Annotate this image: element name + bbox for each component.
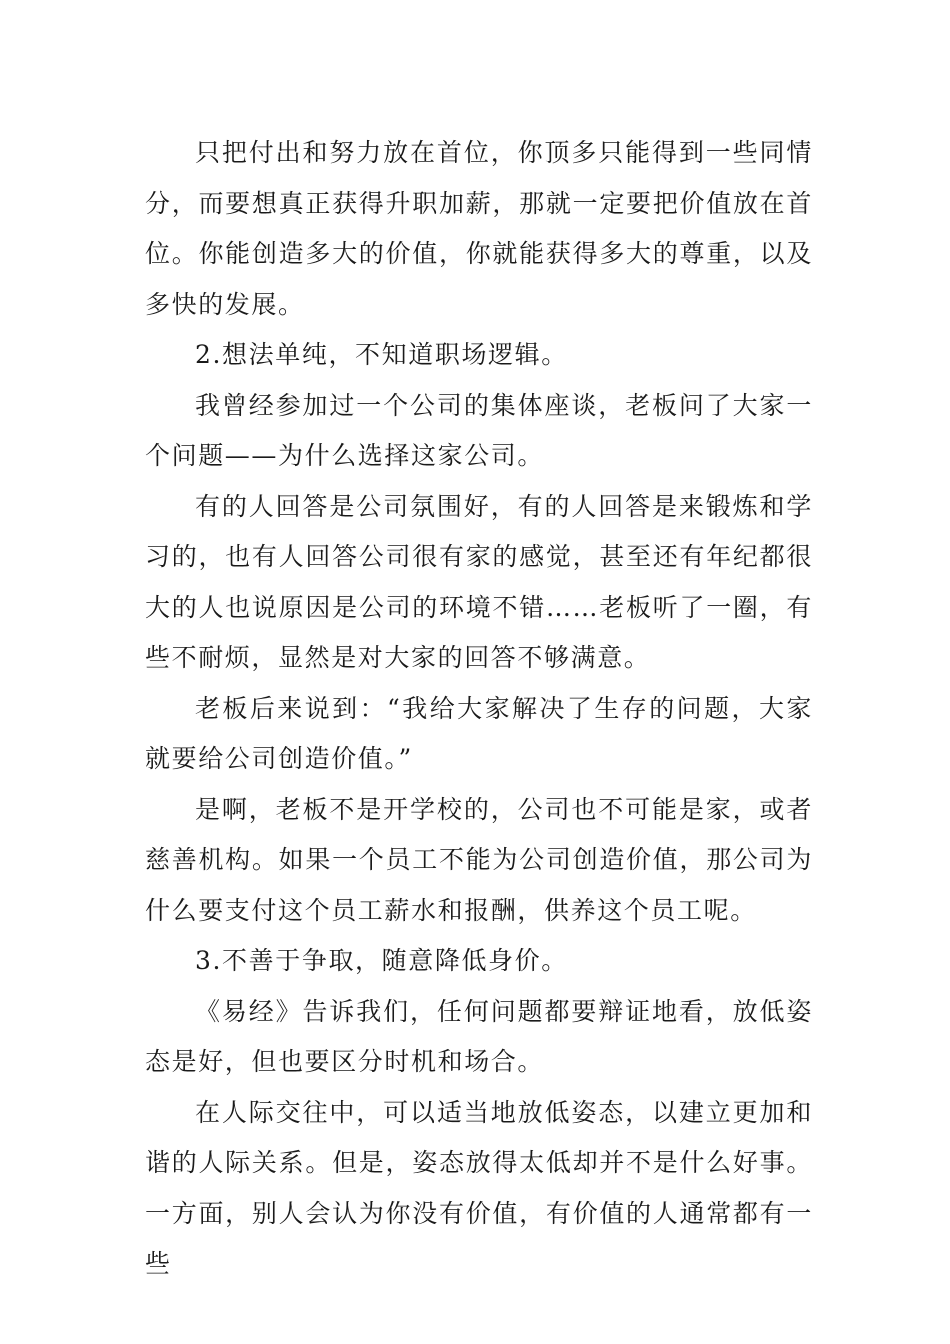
paragraph-boss-quote: 老板后来说到：“我给大家解决了生存的问题，大家就要给公司创造价值。”: [145, 693, 813, 773]
paragraph-not-school: 是啊，老板不是开学校的，公司也不可能是家，或者慈善机构。如果一个员工不能为公司创造价值，那公司为什么要支付这个员工薪水和报酬，供养这个员工呢。: [145, 794, 813, 925]
body-text: [145, 128, 813, 1290]
paragraph-company-meeting: 我曾经参加过一个公司的集体座谈，老板问了大家一个问题——为什么选择这家公司。: [145, 390, 813, 470]
paragraph-answers: 有的人回答是公司氛围好，有的人回答是来锻炼和学习的，也有人回答公司很有家的感觉，甚至还有年纪都很大的人也说原因是公司的环境不错……老板听了一圈，有些不耐烦，显然是对大家的回答不够满意。: [145, 491, 813, 672]
paragraph-yijing: 《易经》告诉我们，任何问题都要辩证地看，放低姿态是好，但也要区分时机和场合。: [145, 996, 813, 1076]
paragraph-value-first: 只把付出和努力放在首位，你顶多只能得到一些同情分，而要想真正获得升职加薪，那就一定要把价值放在首位。你能创造多大的价值，你就能获得多大的尊重，以及多快的发展。: [145, 138, 813, 319]
paragraph-interpersonal: 在人际交往中，可以适当地放低姿态，以建立更加和谐的人际关系。但是，姿态放得太低却并不是什么好事。一方面，别人会认为你没有价值，有价值的人通常都有一些: [145, 1097, 813, 1278]
section-heading-3: 3.不善于争取，随意降低身价。: [195, 946, 568, 975]
section-heading-2: 2.想法单纯，不知道职场逻辑。: [195, 340, 568, 369]
